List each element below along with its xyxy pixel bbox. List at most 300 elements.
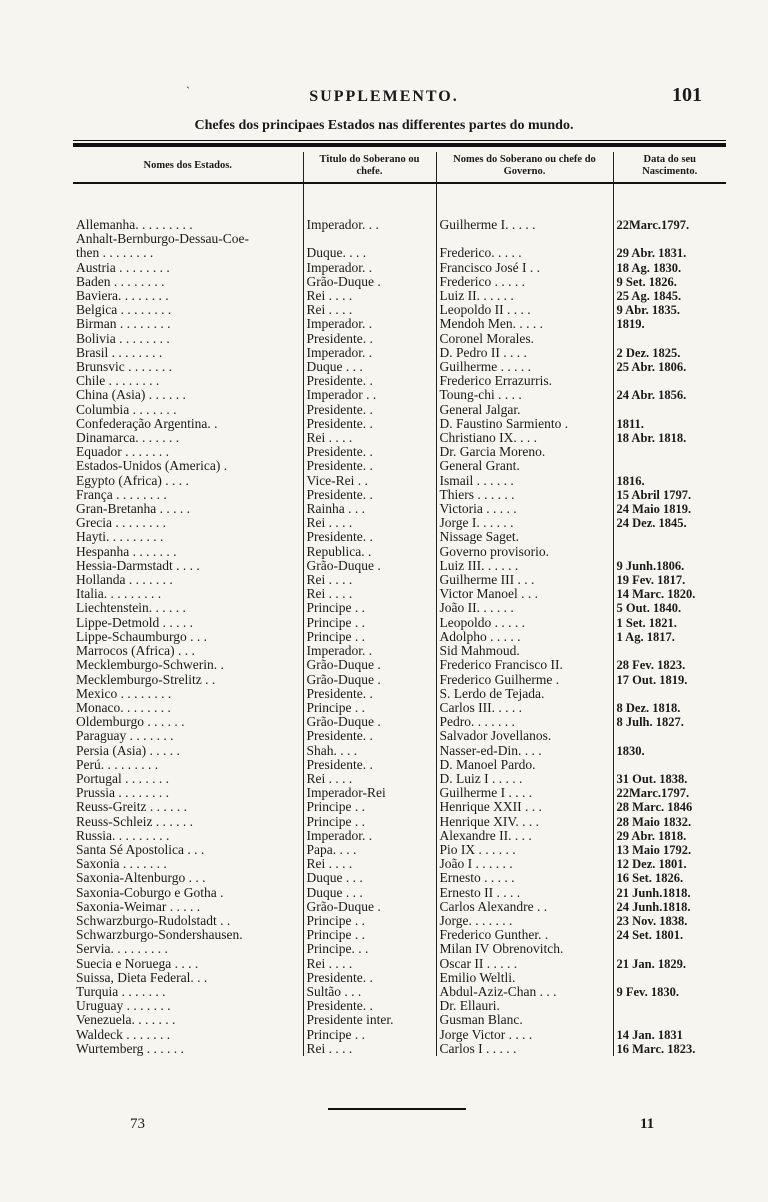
cell-estado: China (Asia) . . . . . . [76, 388, 186, 403]
cell-nascimento: 1811. [613, 417, 726, 431]
cell-estado: Paraguay . . . . . . . [76, 729, 174, 744]
cell-soberano: Governo provisorio. [436, 545, 613, 559]
table-row [73, 957, 726, 971]
table-row [73, 800, 726, 814]
cell-soberano: Milan IV Obrenovitch. [436, 942, 613, 956]
cell-titulo: Principe . . [303, 616, 436, 630]
cell-titulo: Principe . . [303, 1028, 436, 1042]
cell-titulo: Principe . . [303, 815, 436, 829]
cell-titulo: Rei . . . . [303, 516, 436, 530]
cell-soberano: Victoria . . . . . [436, 502, 613, 516]
cell-nascimento [613, 332, 726, 346]
table-row [73, 530, 726, 544]
cell-soberano: Leopoldo II . . . . [436, 303, 613, 317]
cell-nascimento: 22Marc.1797. [613, 786, 726, 800]
cell-estado: Equador . . . . . . . [76, 445, 169, 460]
cell-nascimento: 24 Dez. 1845. [613, 516, 726, 530]
cell-nascimento [613, 232, 726, 246]
cell-estado: Brasil . . . . . . . . [76, 345, 163, 360]
cell-soberano: Jorge Victor . . . . [436, 1028, 613, 1042]
table-row [73, 559, 726, 573]
table-row [73, 502, 726, 516]
cell-soberano: Coronel Morales. [436, 332, 613, 346]
cell-nascimento [613, 374, 726, 388]
cell-estado: Wurtemberg . . . . . . [76, 1041, 184, 1056]
cell-estado: Mecklemburgo-Schwerin. . [76, 658, 224, 673]
cell-titulo: Principe. . . [303, 942, 436, 956]
cell-soberano: Ismail . . . . . . [436, 474, 613, 488]
page-number: 101 [672, 84, 702, 106]
cell-nascimento: 8 Julh. 1827. [613, 715, 726, 729]
table-row [73, 303, 726, 317]
cell-titulo: Presidente inter. [303, 1013, 436, 1027]
header-rule-thin [73, 140, 726, 141]
cell-titulo: Presidente. . [303, 332, 436, 346]
cell-nascimento: 31 Out. 1838. [613, 772, 726, 786]
cell-titulo: Presidente. . [303, 445, 436, 459]
table-row [73, 843, 726, 857]
cell-nascimento: 24 Set. 1801. [613, 928, 726, 942]
cell-nascimento: 28 Fev. 1823. [613, 658, 726, 672]
cell-soberano: Henrique XIV. . . . [436, 815, 613, 829]
cell-soberano: Alexandre II. . . . [436, 829, 613, 843]
cell-soberano: General Grant. [436, 459, 613, 473]
cell-soberano: Carlos III. . . . . [436, 701, 613, 715]
table-row [73, 183, 726, 232]
table-row [73, 772, 726, 786]
cell-nascimento: 18 Ag. 1830. [613, 261, 726, 275]
cell-estado: Belgica . . . . . . . . [76, 303, 172, 318]
cell-titulo: Grão-Duque . [303, 658, 436, 672]
cell-nascimento [613, 1013, 726, 1027]
table-row [73, 488, 726, 502]
cell-soberano: Francisco José I . . [436, 261, 613, 275]
cell-estado: then . . . . . . . . [76, 246, 154, 261]
cell-estado: Saxonia-Coburgo e Gotha . [76, 885, 224, 900]
cell-estado: Marrocos (Africa) . . . [76, 644, 195, 659]
cell-nascimento: 24 Abr. 1856. [613, 388, 726, 402]
cell-nascimento: 16 Set. 1826. [613, 871, 726, 885]
cell-soberano: Jorge. . . . . . . [436, 914, 613, 928]
cell-nascimento [613, 687, 726, 701]
cell-estado: França . . . . . . . . [76, 487, 167, 502]
footer-rule [328, 1108, 466, 1110]
header-rule-thick [73, 143, 726, 147]
cell-titulo: Presidente. . [303, 459, 436, 473]
table-row [73, 616, 726, 630]
cell-estado: Saxonia . . . . . . . [76, 857, 167, 872]
cell-nascimento: 1 Ag. 1817. [613, 630, 726, 644]
cell-nascimento: 14 Marc. 1820. [613, 587, 726, 601]
cell-estado: Austria . . . . . . . . [76, 260, 170, 275]
cell-titulo: Imperador. . . [303, 183, 436, 232]
cell-estado: Saxonia-Altenburgo . . . [76, 871, 206, 886]
table-row [73, 857, 726, 871]
cell-soberano: Dr. Garcia Moreno. [436, 445, 613, 459]
table-row [73, 630, 726, 644]
table-row [73, 744, 726, 758]
cell-nascimento: 12 Dez. 1801. [613, 857, 726, 871]
cell-titulo: Presidente. . [303, 417, 436, 431]
cell-soberano: Frederico Errazurris. [436, 374, 613, 388]
table-row [73, 715, 726, 729]
cell-titulo: Rei . . . . [303, 573, 436, 587]
cell-titulo: Rei . . . . [303, 431, 436, 445]
cell-soberano: Salvador Jovellanos. [436, 729, 613, 743]
table-row [73, 346, 726, 360]
cell-titulo: Rei . . . . [303, 587, 436, 601]
cell-estado: Turquia . . . . . . . [76, 984, 166, 999]
cell-nascimento [613, 971, 726, 985]
cell-estado: Oldemburgo . . . . . . [76, 715, 185, 730]
table-row [73, 374, 726, 388]
table-row [73, 317, 726, 331]
table-row [73, 985, 726, 999]
cell-soberano: Mendoh Men. . . . . [436, 317, 613, 331]
cell-estado: Lippe-Detmold . . . . . [76, 615, 193, 630]
cell-titulo: Principe . . [303, 630, 436, 644]
cell-nascimento: 24 Maio 1819. [613, 502, 726, 516]
cell-estado: Prussia . . . . . . . . [76, 786, 170, 801]
cell-estado: Liechtenstein. . . . . . [76, 601, 186, 616]
cell-estado: Dinamarca. . . . . . . [76, 431, 180, 446]
cell-estado: Columbia . . . . . . . [76, 402, 177, 417]
cell-nascimento: 21 Junh.1818. [613, 886, 726, 900]
table-row [73, 729, 726, 743]
table-row [73, 261, 726, 275]
cell-estado: Waldeck . . . . . . . [76, 1027, 171, 1042]
cell-estado: Confederação Argentina. . [76, 416, 218, 431]
table-row [73, 829, 726, 843]
cell-estado: Venezuela. . . . . . . [76, 1013, 176, 1028]
cell-estado: Baden . . . . . . . . [76, 274, 165, 289]
table-row [73, 758, 726, 772]
cell-estado: Mecklemburgo-Strelitz . . [76, 672, 216, 687]
cell-titulo: Duque. . . . [303, 246, 436, 260]
cell-soberano: Emilio Weltli. [436, 971, 613, 985]
cell-titulo: Imperador. . [303, 317, 436, 331]
cell-soberano: Carlos I . . . . . [436, 1042, 613, 1056]
table-subtitle: Chefes dos principaes Estados nas differentes partes do mundo. [194, 118, 574, 133]
table-row [73, 871, 726, 885]
cell-soberano: Pedro. . . . . . . [436, 715, 613, 729]
cell-estado: Reuss-Schleiz . . . . . . [76, 814, 193, 829]
cell-estado: Suissa, Dieta Federal. . . [76, 970, 208, 985]
cell-titulo: Duque . . . [303, 360, 436, 374]
cell-nascimento: 1816. [613, 474, 726, 488]
cell-estado: Servia. . . . . . . . . [76, 942, 168, 957]
cell-estado: Hollanda . . . . . . . [76, 573, 173, 588]
cell-soberano: Luiz III. . . . . . [436, 559, 613, 573]
cell-soberano: Guilherme . . . . . [436, 360, 613, 374]
cell-titulo: Imperador. . [303, 829, 436, 843]
cell-titulo: Grão-Duque . [303, 559, 436, 573]
cell-nascimento [613, 545, 726, 559]
cell-nascimento: 9 Junh.1806. [613, 559, 726, 573]
cell-soberano: D. Manoel Pardo. [436, 758, 613, 772]
cell-nascimento: 1830. [613, 744, 726, 758]
cell-soberano: Guilherme III . . . [436, 573, 613, 587]
cell-soberano: Christiano IX. . . . [436, 431, 613, 445]
cell-estado: Mexico . . . . . . . . [76, 686, 172, 701]
cell-nascimento [613, 644, 726, 658]
table-row [73, 1013, 726, 1027]
cell-nascimento: 9 Abr. 1835. [613, 303, 726, 317]
cell-nascimento [613, 999, 726, 1013]
cell-titulo: Presidente. . [303, 374, 436, 388]
cell-titulo: Presidente. . [303, 971, 436, 985]
column-header-titulo: Titulo do Soberano ou chefe. [303, 152, 436, 183]
table-row [73, 332, 726, 346]
cell-nascimento: 24 Junh.1818. [613, 900, 726, 914]
table-row [73, 545, 726, 559]
cell-titulo: Presidente. . [303, 488, 436, 502]
table-row [73, 403, 726, 417]
cell-soberano: Gusman Blanc. [436, 1013, 613, 1027]
cell-soberano: Sid Mahmoud. [436, 644, 613, 658]
cell-titulo: Imperador. . [303, 346, 436, 360]
cell-estado: Schwarzburgo-Rudolstadt . . [76, 913, 231, 928]
cell-soberano: Frederico. . . . . [436, 246, 613, 260]
cell-titulo: Grão-Duque . [303, 275, 436, 289]
table-row [73, 815, 726, 829]
cell-nascimento: 29 Abr. 1831. [613, 246, 726, 260]
cell-titulo: Principe . . [303, 928, 436, 942]
cell-soberano: Oscar II . . . . . [436, 957, 613, 971]
cell-soberano [436, 232, 613, 246]
cell-soberano: S. Lerdo de Tejada. [436, 687, 613, 701]
cell-nascimento: 25 Abr. 1806. [613, 360, 726, 374]
cell-titulo: Principe . . [303, 800, 436, 814]
cell-estado: Hessia-Darmstadt . . . . [76, 558, 200, 573]
cell-estado: Estados-Unidos (America) . [76, 459, 228, 474]
cell-soberano: Adolpho . . . . . [436, 630, 613, 644]
cell-titulo: Rei . . . . [303, 289, 436, 303]
cell-titulo: Rei . . . . [303, 857, 436, 871]
cell-titulo: Imperador. . [303, 644, 436, 658]
heads-of-state-table [73, 152, 726, 1056]
cell-estado: Egypto (Africa) . . . . [76, 473, 189, 488]
table-row [73, 573, 726, 587]
cell-soberano: Henrique XXII . . . [436, 800, 613, 814]
cell-titulo: Principe . . [303, 601, 436, 615]
table-row [73, 417, 726, 431]
cell-estado: Reuss-Greitz . . . . . . [76, 800, 187, 815]
table-row [73, 999, 726, 1013]
printer-mark: ˋ [186, 84, 190, 98]
cell-soberano: D. Pedro II . . . . [436, 346, 613, 360]
cell-estado: Perú. . . . . . . . . [76, 757, 159, 772]
cell-estado: Hespanha . . . . . . . [76, 544, 177, 559]
cell-titulo: Rei . . . . [303, 772, 436, 786]
cell-nascimento [613, 758, 726, 772]
table-row [73, 786, 726, 800]
cell-nascimento: 25 Ag. 1845. [613, 289, 726, 303]
cell-soberano: Nasser-ed-Din. . . . [436, 744, 613, 758]
cell-nascimento: 9 Set. 1826. [613, 275, 726, 289]
cell-nascimento: 8 Dez. 1818. [613, 701, 726, 715]
cell-estado: Brunsvic . . . . . . . [76, 360, 172, 375]
cell-titulo: Grão-Duque . [303, 715, 436, 729]
cell-titulo: Presidente. . [303, 729, 436, 743]
cell-soberano: Ernesto II . . . . [436, 886, 613, 900]
cell-titulo: Rei . . . . [303, 303, 436, 317]
cell-titulo: Duque . . . [303, 871, 436, 885]
cell-soberano: Frederico Guilherme . [436, 673, 613, 687]
cell-soberano: Guilherme I. . . . . [436, 183, 613, 232]
cell-nascimento: 1 Set. 1821. [613, 616, 726, 630]
cell-soberano: Frederico Francisco II. [436, 658, 613, 672]
table-row [73, 673, 726, 687]
table-row [73, 516, 726, 530]
cell-nascimento: 9 Fev. 1830. [613, 985, 726, 999]
cell-nascimento: 2 Dez. 1825. [613, 346, 726, 360]
cell-nascimento [613, 403, 726, 417]
cell-soberano: João II. . . . . . [436, 601, 613, 615]
table-row [73, 658, 726, 672]
table-row [73, 360, 726, 374]
cell-nascimento: 13 Maio 1792. [613, 843, 726, 857]
cell-titulo: Republica. . [303, 545, 436, 559]
column-header-estados: Nomes dos Estados. [73, 152, 303, 183]
cell-nascimento: 14 Jan. 1831 [613, 1028, 726, 1042]
cell-titulo [303, 232, 436, 246]
table-row [73, 886, 726, 900]
cell-titulo: Rei . . . . [303, 957, 436, 971]
table-row [73, 587, 726, 601]
cell-titulo: Rei . . . . [303, 1042, 436, 1056]
cell-nascimento: 21 Jan. 1829. [613, 957, 726, 971]
cell-soberano: Frederico . . . . . [436, 275, 613, 289]
table-row [73, 289, 726, 303]
cell-titulo: Principe . . [303, 914, 436, 928]
cell-nascimento [613, 729, 726, 743]
cell-estado: Lippe-Schaumburgo . . . [76, 629, 207, 644]
cell-titulo: Presidente. . [303, 758, 436, 772]
cell-soberano: Jorge I. . . . . . [436, 516, 613, 530]
cell-estado: Saxonia-Weimar . . . . . [76, 899, 201, 914]
table-row [73, 971, 726, 985]
cell-nascimento [613, 530, 726, 544]
column-header-nascimento: Data do seu Nascimento. [613, 152, 726, 183]
page-header-title: SUPPLEMENTO. [309, 88, 459, 105]
cell-soberano: Guilherme I . . . . [436, 786, 613, 800]
cell-soberano: Victor Manoel . . . [436, 587, 613, 601]
table-row [73, 474, 726, 488]
cell-estado: Baviera. . . . . . . . [76, 289, 169, 304]
cell-soberano: Carlos Alexandre . . [436, 900, 613, 914]
cell-estado: Portugal . . . . . . . [76, 771, 169, 786]
cell-soberano: Abdul-Aziz-Chan . . . [436, 985, 613, 999]
table-row [73, 942, 726, 956]
sheet-number: 11 [640, 1116, 655, 1132]
cell-estado: Chile . . . . . . . . [76, 374, 160, 389]
table-row [73, 701, 726, 715]
cell-nascimento: 15 Abril 1797. [613, 488, 726, 502]
cell-soberano: Ernesto . . . . . [436, 871, 613, 885]
cell-titulo: Presidente. . [303, 999, 436, 1013]
cell-estado: Italia. . . . . . . . . [76, 587, 162, 602]
cell-titulo: Shah. . . . [303, 744, 436, 758]
cell-soberano: Toung-chi . . . . [436, 388, 613, 402]
table-row [73, 431, 726, 445]
cell-estado: Allemanha. . . . . . . . . [76, 217, 193, 232]
table-row [73, 459, 726, 473]
table-row [73, 1042, 726, 1056]
cell-nascimento: 28 Maio 1832. [613, 815, 726, 829]
table-row [73, 601, 726, 615]
cell-titulo: Principe . . [303, 701, 436, 715]
cell-estado: Birman . . . . . . . . [76, 317, 171, 332]
cell-estado: Monaco. . . . . . . . [76, 700, 171, 715]
cell-nascimento [613, 459, 726, 473]
cell-soberano: D. Faustino Sarmiento . [436, 417, 613, 431]
cell-soberano: Frederico Gunther. . [436, 928, 613, 942]
cell-titulo: Presidente. . [303, 687, 436, 701]
cell-titulo: Presidente. . [303, 530, 436, 544]
cell-soberano: D. Luiz I . . . . . [436, 772, 613, 786]
cell-estado: Hayti. . . . . . . . . [76, 530, 164, 545]
cell-nascimento: 5 Out. 1840. [613, 601, 726, 615]
cell-estado: Schwarzburgo-Sondershausen. [76, 928, 243, 943]
cell-soberano: Pio IX . . . . . . [436, 843, 613, 857]
cell-estado: Santa Sé Apostolica . . . [76, 842, 205, 857]
cell-estado: Grecia . . . . . . . . [76, 516, 166, 531]
cell-estado: Gran-Bretanha . . . . . [76, 502, 190, 517]
table-row [73, 900, 726, 914]
cell-estado: Russia. . . . . . . . . [76, 828, 170, 843]
table-row [73, 246, 726, 260]
table-row [73, 687, 726, 701]
cell-titulo: Imperador . . [303, 388, 436, 402]
cell-soberano: Thiers . . . . . . [436, 488, 613, 502]
cell-titulo: Presidente. . [303, 403, 436, 417]
cell-estado: Uruguay . . . . . . . [76, 999, 171, 1014]
table-row [73, 388, 726, 402]
cell-nascimento: 29 Abr. 1818. [613, 829, 726, 843]
cell-nascimento: 1819. [613, 317, 726, 331]
cell-titulo: Imperador-Rei [303, 786, 436, 800]
cell-titulo: Imperador. . [303, 261, 436, 275]
cell-soberano: Nissage Saget. [436, 530, 613, 544]
cell-nascimento: 17 Out. 1819. [613, 673, 726, 687]
cell-soberano: Luiz II. . . . . . [436, 289, 613, 303]
cell-titulo: Papa. . . . [303, 843, 436, 857]
cell-nascimento: 16 Marc. 1823. [613, 1042, 726, 1056]
cell-estado: Suecia e Noruega . . . . [76, 956, 199, 971]
cell-nascimento: 28 Marc. 1846 [613, 800, 726, 814]
cell-soberano: General Jalgar. [436, 403, 613, 417]
cell-titulo: Vice-Rei . . [303, 474, 436, 488]
table-row [73, 1028, 726, 1042]
cell-nascimento: 23 Nov. 1838. [613, 914, 726, 928]
cell-soberano: Leopoldo . . . . . [436, 616, 613, 630]
cell-estado: Anhalt-Bernburgo-Dessau-Coe- [76, 232, 249, 247]
cell-titulo: Grão-Duque . [303, 673, 436, 687]
cell-titulo: Duque . . . [303, 886, 436, 900]
cell-titulo: Sultão . . . [303, 985, 436, 999]
cell-nascimento: 18 Abr. 1818. [613, 431, 726, 445]
column-header-soberano: Nomes do Soberano ou chefe do Governo. [436, 152, 613, 183]
table-row [73, 914, 726, 928]
cell-nascimento: 19 Fev. 1817. [613, 573, 726, 587]
cell-soberano: João I . . . . . . [436, 857, 613, 871]
table-row [73, 275, 726, 289]
cell-estado: Persia (Asia) . . . . . [76, 743, 180, 758]
cell-soberano: Dr. Ellauri. [436, 999, 613, 1013]
table-row [73, 644, 726, 658]
cell-nascimento [613, 942, 726, 956]
